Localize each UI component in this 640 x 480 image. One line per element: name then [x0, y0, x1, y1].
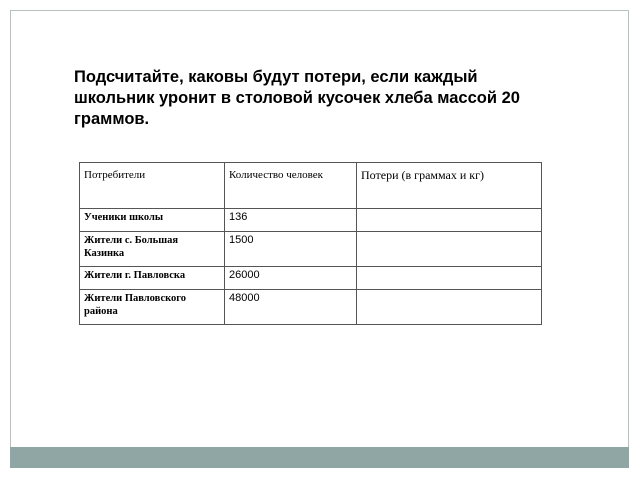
row-consumer: Ученики школы — [80, 209, 225, 232]
header-losses: Потери (в граммах и кг) — [357, 163, 542, 209]
row-count: 26000 — [225, 267, 357, 290]
header-consumers: Потребители — [80, 163, 225, 209]
table-row — [80, 209, 542, 232]
row-losses-cell[interactable] — [357, 267, 542, 290]
row-consumer: Жители Павловского района — [80, 290, 225, 325]
row-losses-cell[interactable] — [357, 290, 542, 325]
row-losses-cell[interactable] — [357, 232, 542, 267]
row-count: 136 — [225, 209, 357, 232]
row-consumer: Жители с. Большая Казинка — [80, 232, 225, 267]
row-count: 1500 — [225, 232, 357, 267]
table-row — [80, 290, 542, 325]
footer-bar — [10, 447, 629, 468]
header-count: Количество человек — [225, 163, 357, 209]
table-header-row — [80, 163, 542, 209]
row-consumer: Жители г. Павловска — [80, 267, 225, 290]
task-title: Подсчитайте, каковы будут потери, если каждый школьник уронит в столовой кусочек хлеба массой 20 граммов. — [74, 68, 520, 128]
row-count: 48000 — [225, 290, 357, 325]
table-row — [80, 267, 542, 290]
table-row — [80, 232, 542, 267]
losses-table — [79, 162, 542, 325]
row-losses-cell[interactable] — [357, 209, 542, 232]
